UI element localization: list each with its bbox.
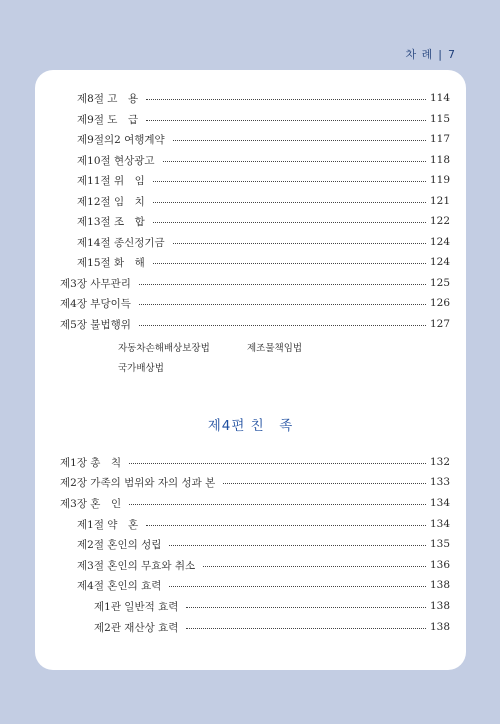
toc-entry[interactable] — [60, 316, 450, 332]
toc-entry[interactable] — [77, 172, 450, 188]
leader-dots — [203, 566, 426, 567]
toc-entry[interactable] — [77, 516, 450, 532]
toc-entry-page: 115 — [429, 113, 450, 125]
toc-entry-label: 제3장 사무관리 — [60, 277, 131, 290]
toc-entry-page: 134 — [429, 497, 450, 509]
toc-entry-page: 114 — [429, 92, 450, 104]
toc-entry[interactable] — [77, 254, 450, 270]
toc-entry[interactable] — [94, 619, 450, 635]
header-separator: | — [438, 48, 443, 61]
leader-dots — [186, 628, 426, 629]
toc-entry-label: 제8절 고 용 — [77, 92, 139, 105]
toc-entry[interactable] — [77, 577, 450, 593]
toc-entry-label: 제14절 종신정기금 — [77, 236, 165, 249]
toc-entry[interactable] — [77, 234, 450, 250]
toc-entry-page: 124 — [429, 256, 450, 268]
toc-entry-label: 제9절의2 여행계약 — [77, 133, 165, 146]
header-page-number: 7 — [448, 48, 456, 61]
sub-item[interactable]: 자동차손해배상보장법 — [118, 343, 210, 354]
toc-entry[interactable] — [77, 90, 450, 106]
header-section: 차 례 — [405, 48, 434, 61]
toc-entry-page: 132 — [429, 456, 450, 468]
toc-entry-page: 138 — [429, 579, 450, 591]
toc-entry-page: 125 — [429, 277, 450, 289]
toc-entry-page: 121 — [429, 195, 450, 207]
sub-item[interactable]: 제조물책임법 — [247, 343, 303, 354]
toc-entry[interactable] — [77, 193, 450, 209]
leader-dots — [146, 525, 426, 526]
toc-entry-label: 제5장 불법행위 — [60, 318, 131, 331]
toc-entry[interactable] — [77, 111, 450, 127]
toc-entry[interactable] — [60, 495, 450, 511]
toc-entry-page: 133 — [429, 476, 450, 488]
leader-dots — [163, 161, 426, 162]
toc-entry-label: 제4장 부당이득 — [60, 297, 131, 310]
sub-item[interactable]: 국가배상법 — [118, 363, 164, 374]
leader-dots — [173, 243, 426, 244]
toc-entry[interactable] — [77, 152, 450, 168]
toc-entry-label: 제3장 혼 인 — [60, 497, 122, 510]
toc-entry[interactable] — [77, 536, 450, 552]
leader-dots — [169, 586, 426, 587]
toc-entry[interactable] — [94, 598, 450, 614]
toc-entry-page: 117 — [429, 133, 450, 145]
leader-dots — [146, 120, 426, 121]
toc-entry-label: 제1관 일반적 효력 — [94, 600, 179, 613]
toc-entry-label: 제13절 조 합 — [77, 215, 145, 228]
toc-page — [35, 70, 466, 670]
toc-entry-label: 제3절 혼인의 무효와 취소 — [77, 559, 196, 572]
leader-dots — [146, 99, 426, 100]
toc-entry[interactable] — [60, 474, 450, 490]
leader-dots — [139, 284, 426, 285]
toc-entry-label: 제1장 총 칙 — [60, 456, 122, 469]
leader-dots — [153, 263, 426, 264]
toc-entry[interactable] — [60, 295, 450, 311]
leader-dots — [173, 140, 426, 141]
toc-entry-page: 119 — [429, 174, 450, 186]
toc-entry-label: 제10절 현상광고 — [77, 154, 155, 167]
part-title: 제4편 친 족 — [207, 418, 294, 434]
toc-entry-page: 124 — [429, 236, 450, 248]
toc-entry-label: 제2관 재산상 효력 — [94, 621, 179, 634]
toc-entry-label: 제1절 약 혼 — [77, 518, 139, 531]
leader-dots — [153, 222, 426, 223]
toc-entry-label: 제11절 위 임 — [77, 174, 145, 187]
toc-entry[interactable] — [77, 557, 450, 573]
leader-dots — [139, 325, 426, 326]
leader-dots — [223, 483, 426, 484]
toc-entry-page: 135 — [429, 538, 450, 550]
toc-entry-page: 138 — [429, 600, 450, 612]
toc-entry[interactable] — [77, 131, 450, 147]
leader-dots — [153, 181, 426, 182]
leader-dots — [129, 463, 426, 464]
leader-dots — [139, 304, 426, 305]
toc-entry-page: 127 — [429, 318, 450, 330]
toc-entry-label: 제2장 가족의 범위와 자의 성과 본 — [60, 476, 216, 489]
toc-entry-label: 제4절 혼인의 효력 — [77, 579, 162, 592]
toc-entry-page: 122 — [429, 215, 450, 227]
toc-entry-label: 제9절 도 급 — [77, 113, 139, 126]
leader-dots — [153, 202, 426, 203]
toc-entry-page: 136 — [429, 559, 450, 571]
leader-dots — [169, 545, 426, 546]
toc-entry-page: 138 — [429, 621, 450, 633]
toc-entry-page: 134 — [429, 518, 450, 530]
leader-dots — [186, 607, 426, 608]
toc-entry-page: 126 — [429, 297, 450, 309]
toc-entry[interactable] — [60, 275, 450, 291]
toc-entry-label: 제12절 임 치 — [77, 195, 145, 208]
running-header — [406, 46, 456, 62]
toc-entry-page: 118 — [429, 154, 450, 166]
leader-dots — [129, 504, 426, 505]
toc-entry[interactable] — [60, 454, 450, 470]
toc-entry-label: 제2절 혼인의 성립 — [77, 538, 162, 551]
toc-entry[interactable] — [77, 213, 450, 229]
toc-entry-label: 제15절 화 해 — [77, 256, 145, 269]
